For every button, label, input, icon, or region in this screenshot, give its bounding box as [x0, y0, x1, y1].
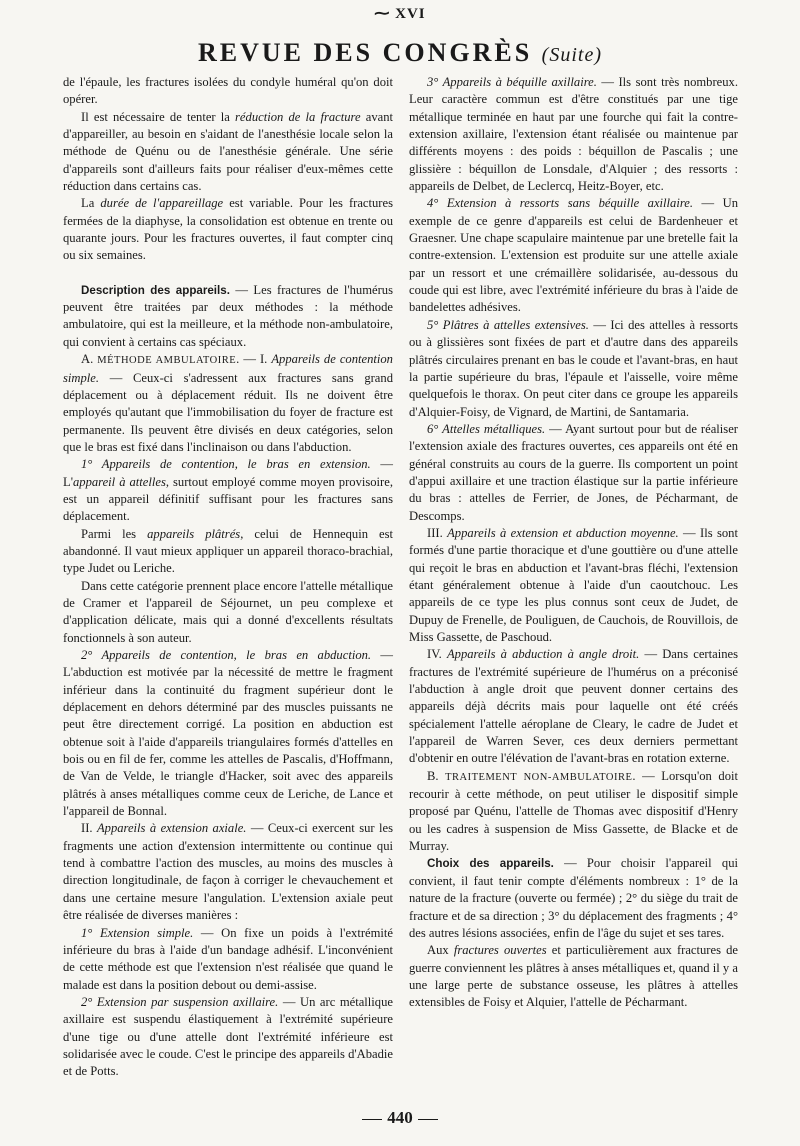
paragraph: Aux fractures ouvertes et particulièrement aux fractures de guerre conviennent les plâtres à anses métalliques et, quand il y a une large perte de substance osseuse, les plâtres à attelles extensibles de Foisy et Alquier, l'attelle de Pécharmant.: [409, 943, 739, 1010]
paragraph: 5° Plâtres à attelles extensives. — Ici des attelles à ressorts ou à glissières sont fixées de part et d'autre dans des appareils plâtrés circulaires prenant en bas le coude et l'avant-bras, en haut la partie supérieure du bras, l'épaule et l'aisselle, voire même quelquefois le thorax. On peut citer dans ce groupe les appareils d'Alquier-Foisy, de Vignard, de Martini, de Santamaria.: [409, 317, 738, 419]
page-number-rule-right: [418, 1119, 438, 1120]
paragraph: Il est nécessaire de tenter la réduction de la fracture avant d'appareiller, au besoin en s'aidant de l'anesthésie locale selon la méthode de Quénu ou de l'anesthésie générale. Une série d'appareils sont d'ailleurs faits pour réaliser d'eux-mêmes cette réduction dans certains cas.: [63, 109, 394, 194]
paragraph: Dans cette catégorie prennent place encore l'attelle métallique de Cramer et l'appareil de Séjournet, un peu complexe et d'application délicate, mais qui a donné d'excellents résultats fonctionnels à son auteur.: [63, 578, 393, 645]
paragraph: IV. Appareils à abduction à angle droit. — Dans certaines fractures de l'extrémité supérieure de l'humérus on a préconisé l'abduction à angle droit que peuvent donner certains des appareils déjà décrits mais pour laquelle ont été créés spécialement l'attelle aéroplane de Cleary, le cadre de Judet et l'appareil de Warren Sever, ces deux derniers permettant d'obtenir en outre l'élévation de l'avant-bras en rotation externe.: [409, 647, 738, 766]
paragraph: 2° Extension par suspension axillaire. — Un arc métallique axillaire est suspendu élastiquement à l'extrémité supérieure d'une tige ou d'une attelle dont l'extrémité inférieure est solidarisée avec le coude. C'est le principe des appareils d'Abadie et de Potts.: [63, 994, 393, 1079]
paragraph: de l'épaule, les fractures isolées du condyle huméral qu'on doit opérer.: [63, 75, 393, 107]
running-head-suite: (Suite): [541, 44, 602, 66]
paragraph: B. TRAITEMENT NON-AMBULATOIRE. — Lorsqu'on doit recourir à cette méthode, on peut utiliser le dispositif simple proposé par Quénu, l'attelle de Thomas avec dispositif d'Henry ou les cadres à suspension de Miss Gassette, de Blacke et de Murray.: [409, 768, 739, 854]
running-head-title: REVUE DES CONGRÈS: [198, 38, 533, 67]
paragraph: 1° Extension simple. — On fixe un poids à l'extrémité inférieure du bras à l'aide d'un bandage adhésif. L'inconvénient de cette méthode est que l'extension n'est réalisée que quand le malade est dans la position debout ou demi-assise.: [63, 925, 393, 992]
paragraph: 6° Attelles métalliques. — Ayant surtout pour but de réaliser l'extension axiale des fractures ouvertes, ces appareils ont été en général construits au cours de la guerre. Ils comportent un point d'appui axillaire et une traction élastique sur la partie inférieure du bras : attelles de Ferrier, de Jones, de Pécharmant, de Descomps.: [409, 421, 738, 523]
left-column: [63, 74, 393, 1081]
section-heading: Choix des appareils.: [427, 857, 554, 871]
page-number: [0, 1108, 800, 1128]
running-head: [0, 38, 800, 70]
folio-text: XVI: [395, 6, 426, 22]
page-number-rule-left: [362, 1119, 382, 1120]
paragraph: 1° Appareils de contention, le bras en extension. — L'appareil à attelles, surtout employé comme moyen provisoire, est un appareil définitif suffisant pour les fractures sans déplacement.: [63, 457, 393, 524]
folio-dash-left: ⁓: [374, 6, 396, 22]
paragraph: 4° Extension à ressorts sans béquille axillaire. — Un exemple de ce genre d'appareils est celui de Bardenheuer et Graesner. Une chape scapulaire maintenue par une bretelle fait la contre-extension. L'extension est produite sur une attelle axiale par un ressort et une crémaillère solidarisée, au-dessous du coude qui est libre, avec l'extrémité inférieure du bras à l'aide de bandelettes adhésives.: [409, 196, 738, 315]
page-number-value: 440: [387, 1108, 413, 1127]
paragraph: III. Appareils à extension et abduction moyenne. — Ils sont formés d'une partie thoracique et d'une gouttière ou d'une attelle qui reçoit le bras en abduction et l'avant-bras fléchi, l'extension étant généralement obtenue à l'aide d'un caoutchouc. Les appareils de ce type les plus connus sont ceux de Judet, de Dupuy de Frenelle, de Pouliguen, de Cauchois, de Rouvillois, de Miss Gassette, de Paschoud.: [409, 525, 738, 644]
paragraph-description: Description des appareils. — Les fractures de l'humérus peuvent être traitées par deux méthodes : la méthode ambulatoire, qui est la meilleure, et la méthode non-ambulatoire, qui convient à certains cas spéciaux.: [63, 282, 393, 349]
paragraph: La durée de l'appareillage est variable. Pour les fractures fermées de la diaphyse, la consolidation est obtenue en trente ou quarante jours. Pour les fractures ouvertes, il faut compter cinq ou six semaines.: [63, 196, 393, 263]
paragraph: 3° Appareils à béquille axillaire. — Ils sont très nombreux. Leur caractère commun est d'être constitués par une tige métallique terminée en haut par une fourche qui fait la contre-extension axillaire, l'extension étant réalisée ou maintenue par différents moyens : des poids : béquillon de Pascalis ; une glissière : béquillon de Lonsdale, d'Alquier ; des ressorts : appareils de Delbet, de Leclercq, Heitz-Boyer, etc.: [409, 75, 738, 194]
folio-numeral: [0, 4, 800, 23]
paragraph: Parmi les appareils plâtrés, celui de Hennequin est abandonné. Il vaut mieux appliquer un appareil thoraco-brachial, type Judet ou Leriche.: [63, 526, 393, 576]
paragraph: A. MÉTHODE AMBULATOIRE. — I. Appareils de contention simple. — Ceux-ci s'adressent aux fractures sans grand déplacement ou à déplacement réduit. Ils ne doivent être employés qu'autant que l'immobilisation du foyer de fracture est permanente. Ils peuvent être divisés en deux catégories, selon que le bras est fixé dans l'inclinaison ou dans l'abduction.: [63, 352, 393, 454]
right-column: [409, 74, 738, 1012]
section-heading: Description des appareils.: [81, 283, 230, 297]
paragraph: 2° Appareils de contention, le bras en abduction. — L'abduction est motivée par la nécessité de mettre le fragment inférieur dans la continuité du fragment supérieur dont le déplacement en dehors déterminé par des muscles puissants ne peut être directement corrigé. La position en abduction est obtenue soit à l'aide d'appareils triangulaires formés d'attelles en bois ou en fil de fer, comme les attelles de Pascalis, d'Hoffmann, de Van de Velde, le triangle d'Hacker, soit avec des appareils plâtrés à anses métalliques comme ceux de Leriche, de Lance et l'appareil de Bonnal.: [63, 648, 393, 819]
paragraph: II. Appareils à extension axiale. — Ceux-ci exercent sur les fragments une action d'extension intermittente ou continue qui tend à combattre l'action des muscles, au moins des muscles à direction longitudinale, de façon à corriger le chevauchement et dans une certaine mesure l'angulation. L'extension axiale peut être réalisée de diverses manières :: [63, 821, 393, 923]
paragraph-choix: Choix des appareils. — Pour choisir l'appareil qui convient, il faut tenir compte d'éléments nombreux : 1° de la nature de la fracture (ouverte ou fermée) ; 2° du siège du trait de fracture et de sa direction ; 3° du déplacement des fragments ; 4° des autres lésions associées, enfin de l'âge du sujet et ses tares.: [409, 856, 738, 940]
